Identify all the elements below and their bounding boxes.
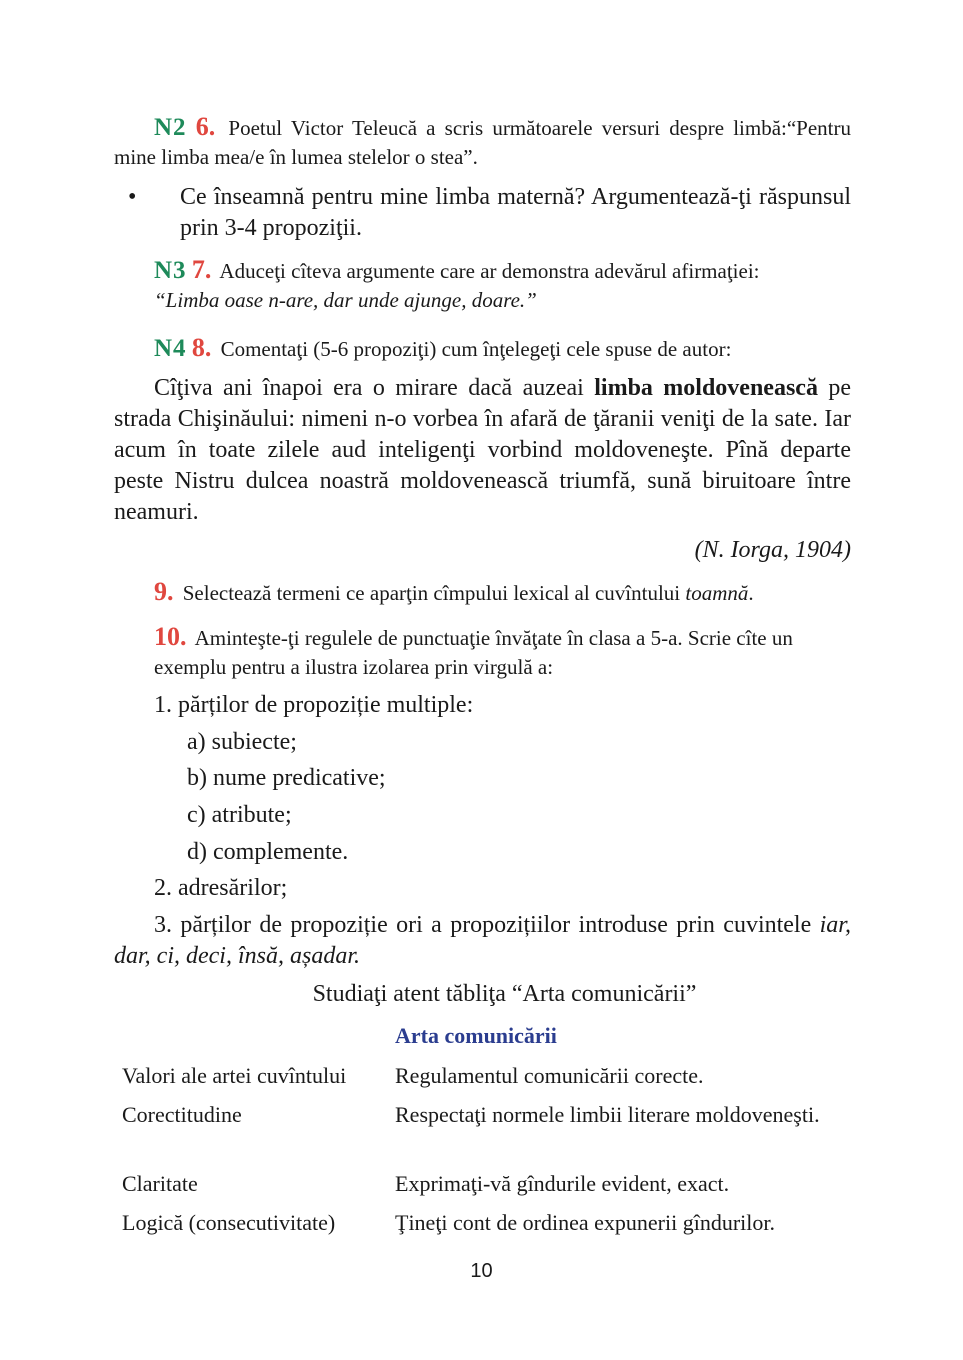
table-cell: Logică (consecutivitate) — [122, 1210, 336, 1235]
exercise-text: Selectează termeni ce aparţin cîmpului lexical al cuvîntului — [182, 581, 686, 605]
iorga-paragraph — [114, 373, 851, 528]
exercise-6-task — [114, 182, 851, 244]
level-badge: N3 — [154, 257, 187, 284]
table-cell: Ţineţi cont de ordinea expunerii gîndurilor. — [395, 1210, 776, 1235]
sub-item-a: a) subiecte; — [187, 729, 297, 755]
item-3-text: 3. părților de propoziție ori a propozițiilor introduse prin cuvintele — [154, 912, 820, 938]
exercise-text: Aduceţi cîteva argumente care ar demonstra adevărul afirmaţiei: — [219, 259, 760, 283]
keyword: toamnă — [685, 581, 749, 605]
exercise-number: 9. — [154, 577, 174, 606]
table-cell: Valori ale artei cuvîntului — [122, 1063, 347, 1088]
table-cell: Regulamentul comunicării corecte. — [395, 1063, 704, 1088]
task-text: Ce înseamnă pentru mine limba maternă? Argumentează-ţi răspunsul prin 3-4 propoziţii. — [180, 184, 851, 241]
paragraph-bold: limba moldovenească — [594, 375, 818, 401]
table-title-row — [114, 1022, 843, 1062]
exercise-7 — [114, 255, 851, 315]
paragraph-text-end: pe strada Chişinăului: nimeni n-o vorbea în afară de ţăranii veniţi de la sate. Iar acum în toate zilele aud inteligenţi vorbind moldoveneşte. Pînă departe peste Nistru dulcea noastră moldovenească triumfă, sună biruitoare între neamuri. — [114, 375, 851, 525]
level-badge: N4 — [154, 335, 187, 362]
exercise-number: 7. — [191, 255, 212, 284]
table-row — [114, 1209, 843, 1248]
sub-item-c: c) atribute; — [187, 802, 292, 828]
table-row — [114, 1170, 843, 1209]
sub-item-b: b) nume predicative; — [187, 765, 386, 791]
paragraph-text: Cîţiva ani înapoi era o mirare dacă auzeai — [154, 375, 595, 401]
table-cell: Corectitudine — [122, 1102, 242, 1127]
table-row — [114, 1062, 843, 1101]
table-cell: Claritate — [122, 1171, 198, 1196]
item-2: 2. adresărilor; — [154, 875, 288, 901]
table-cell: Respectaţi normele limbii literare moldoveneşti. — [395, 1102, 820, 1127]
quote: “Limba oase n-are, dar unde ajunge, doare.” — [154, 288, 537, 312]
item-1: 1. părților de propoziție multiple: — [154, 692, 474, 718]
exercise-8 — [114, 333, 851, 364]
exercise-number: 6. — [195, 112, 216, 141]
study-caption: Studiaţi atent tăbliţa “Arta comunicării” — [312, 981, 697, 1007]
arta-comunicarii-table — [114, 1022, 843, 1248]
exercise-text: Comentaţi (5-6 propoziţi) cum înţelegeţi cele spuse de autor: — [220, 337, 732, 361]
item-3-italic: iar, dar, ci, deci, însă, așadar. — [114, 912, 851, 969]
bullet-icon: • — [128, 184, 137, 210]
exercise-9 — [114, 577, 851, 608]
quote-source: (N. Iorga, 1904) — [694, 537, 851, 563]
exercise-text: Poetul Victor Teleucă a scris următoarele versuri despre limbă:“Pentru mine limba mea/e în lumea stelelor o stea”. — [114, 116, 852, 169]
table-title: Arta comunicării — [395, 1023, 557, 1048]
exercise-10 — [114, 622, 851, 682]
exercise-text: Aminteşte-ţi regulele de punctuaţie învăţate în clasa a 5-a. Scrie cîte un exemplu pentru a ilustra izolarea prin virgulă a: — [154, 626, 793, 679]
table-cell: Exprimaţi-vă gîndurile evident, exact. — [395, 1171, 730, 1196]
exercise-number: 10. — [154, 622, 187, 651]
page-number: 10 — [470, 1260, 493, 1282]
punctuation: . — [748, 581, 754, 605]
exercise-number: 8. — [191, 333, 212, 362]
level-badge: N2 — [154, 114, 187, 141]
table-row — [114, 1101, 843, 1170]
sub-item-d: d) complemente. — [187, 839, 349, 865]
exercise-6 — [114, 112, 851, 172]
item-3 — [114, 910, 851, 972]
